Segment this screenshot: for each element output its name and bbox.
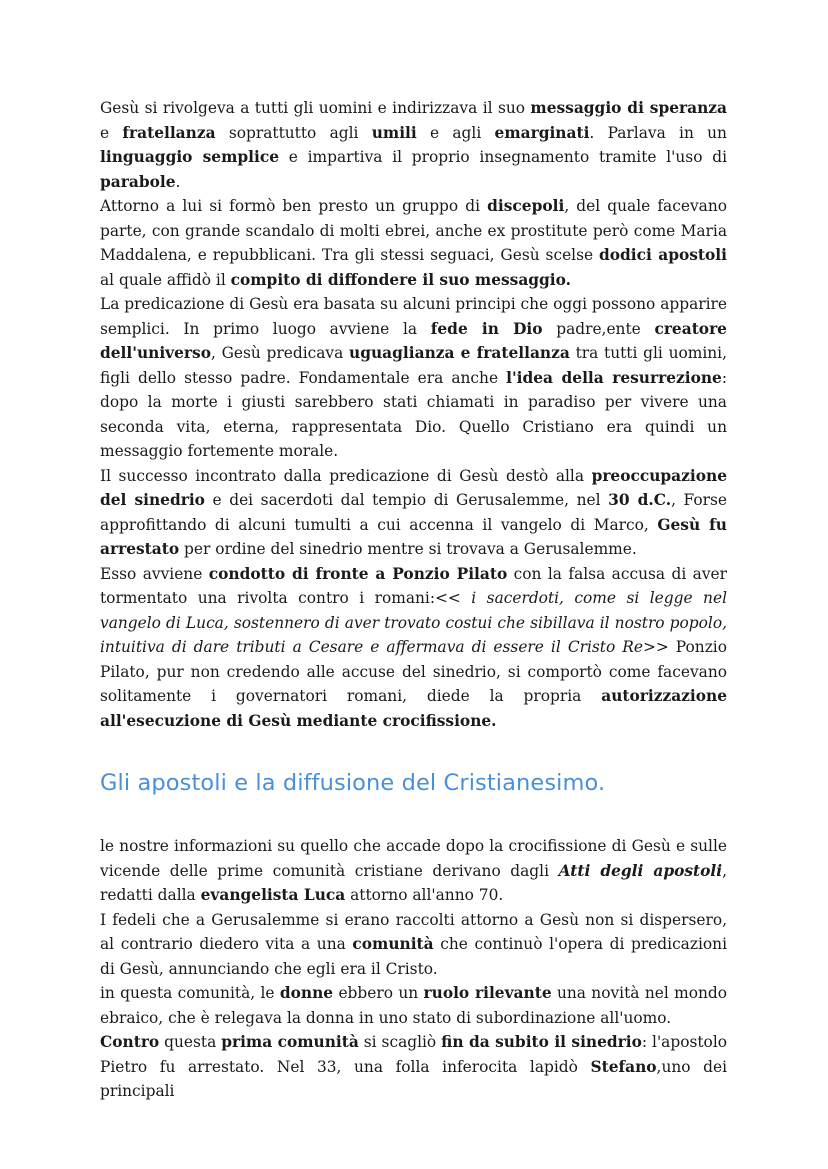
paragraph-text: che continuò l'opera di predicazioni di Gesù, annunciando che egli era il Cristo. bbox=[100, 935, 727, 978]
emphasis-text: dodici apostoli bbox=[599, 246, 727, 264]
paragraph-text: : l'apostolo Pietro fu arrestato. Nel 33, una folla inferocita lapidò bbox=[100, 1033, 728, 1076]
emphasis-text: autorizzazione all'esecuzione di Gesù mediante crocifissione. bbox=[100, 687, 727, 730]
emphasis-text: condotto di fronte a Ponzio Pilato bbox=[208, 564, 508, 583]
document-page bbox=[100, 96, 727, 1104]
paragraph bbox=[100, 562, 727, 734]
paragraph-text: e agli bbox=[416, 123, 495, 142]
paragraph-text: e bbox=[100, 123, 123, 142]
emphasis-text: uguaglianza e fratellanza bbox=[349, 344, 570, 362]
section-apostoli bbox=[100, 834, 727, 1104]
paragraph-text: ebbero un bbox=[333, 984, 424, 1002]
emphasis-text: emarginati bbox=[494, 123, 590, 142]
paragraph-text: , del quale facevano parte, con grande scandalo di molti ebrei, anche ex prostitute però come Maria Maddalena, e repubblicani. Tra gli stessi seguaci, Gesù scelse bbox=[100, 197, 727, 264]
paragraph-text: e impartiva il proprio insegnamento tramite l'uso di bbox=[279, 148, 727, 166]
emphasis-text: compito di diffondere il suo messaggio. bbox=[230, 270, 572, 289]
paragraph-text: e dei sacerdoti dal tempio di Gerusalemme, nel bbox=[204, 491, 609, 509]
paragraph-text: tra tutti gli uomini, figli dello stesso padre. Fondamentale era anche bbox=[100, 344, 727, 387]
paragraph-text: Il successo incontrato dalla predicazione di Gesù destò alla bbox=[100, 466, 592, 485]
paragraph-text: , Gesù predicava bbox=[210, 344, 350, 362]
emphasis-text: messaggio di speranza bbox=[530, 99, 727, 117]
paragraph bbox=[100, 834, 727, 908]
emphasis-text: evangelista Luca bbox=[200, 886, 346, 904]
paragraph-text: in questa comunità, le bbox=[100, 984, 280, 1002]
paragraph-text: Ponzio Pilato, pur non credendo alle accuse del sinedrio, si comportò come facevano solitamente i governatori romani, diede la propria bbox=[100, 638, 727, 705]
paragraph-text: Esso avviene bbox=[100, 564, 209, 583]
paragraph-text: si scagliò bbox=[358, 1033, 442, 1051]
emphasis-text: preoccupazione del sinedrio bbox=[100, 466, 727, 509]
paragraph-text: , Forse approfittando di alcuni tumulti a cui accenna il vangelo di Marco, bbox=[100, 491, 728, 534]
emphasis-text: Atti degli apostoli bbox=[558, 861, 723, 880]
paragraph bbox=[100, 292, 727, 464]
paragraph-text: questa bbox=[159, 1033, 222, 1051]
emphasis-text: Gesù fu arrestato bbox=[100, 515, 727, 558]
paragraph-text: padre,ente bbox=[542, 319, 655, 338]
paragraph-text: I fedeli che a Gerusalemme si erano raccolti attorno a Gesù non si dispersero, al contrario diedero vita a una bbox=[100, 910, 727, 953]
emphasis-text: Stefano bbox=[590, 1057, 657, 1076]
paragraph-text: le nostre informazioni su quello che accade dopo la crocifissione di Gesù e sulle vicende delle prime comunità cristiane derivano dagli bbox=[100, 837, 727, 880]
paragraph-text: attorno all'anno 70. bbox=[345, 886, 504, 904]
paragraph-text: : dopo la morte i giusti sarebbero stati chiamati in paradiso per vivere una seconda vita, eterna, rappresentata Dio. Quello Cristiano era quindi un messaggio fortemente morale. bbox=[100, 368, 728, 460]
emphasis-text: prima comunità bbox=[221, 1033, 359, 1051]
paragraph-text: una novità nel mondo ebraico, che è relegava la donna in uno stato di subordinazione all'uomo. bbox=[100, 984, 728, 1027]
emphasis-text: l'idea della resurrezione bbox=[506, 368, 722, 387]
paragraph bbox=[100, 908, 727, 982]
paragraph-text: ,uno dei principali bbox=[100, 1057, 727, 1100]
paragraph bbox=[100, 194, 727, 292]
emphasis-text: fede in Dio bbox=[430, 319, 543, 338]
emphasis-text: ruolo rilevante bbox=[423, 984, 552, 1002]
paragraph-text: al quale affidò il bbox=[100, 270, 231, 289]
section-heading: Gli apostoli e la diffusione del Cristianesimo. bbox=[100, 770, 606, 796]
paragraph bbox=[100, 464, 727, 562]
paragraph-text: La predicazione di Gesù era basata su alcuni principi che oggi possono apparire semplici. In primo luogo avviene la bbox=[100, 295, 727, 338]
paragraph-text: per ordine del sinedrio mentre si trovava a Gerusalemme. bbox=[179, 540, 637, 558]
emphasis-text: fin da subito il sinedrio bbox=[441, 1033, 642, 1051]
paragraph-text: . bbox=[175, 172, 181, 191]
emphasis-text: creatore dell'universo bbox=[100, 319, 727, 362]
emphasis-text: linguaggio semplice bbox=[100, 148, 280, 166]
section-gesu bbox=[100, 96, 727, 733]
paragraph bbox=[100, 96, 727, 194]
emphasis-text: Contro bbox=[100, 1033, 160, 1051]
paragraph-text: con la falsa accusa di aver tormentato una rivolta contro i romani:<< bbox=[100, 564, 727, 607]
paragraph-text: . Parlava in un bbox=[589, 123, 727, 142]
emphasis-text: discepoli bbox=[487, 197, 565, 215]
paragraph bbox=[100, 1030, 727, 1104]
emphasis-text: fratellanza bbox=[122, 123, 216, 142]
paragraph-text: Attorno a lui si formò ben presto un gruppo di bbox=[100, 197, 488, 215]
paragraph-text: soprattutto agli bbox=[215, 123, 372, 142]
emphasis-text: parabole bbox=[100, 172, 176, 191]
emphasis-text: comunità bbox=[352, 935, 434, 953]
paragraph bbox=[100, 981, 727, 1030]
emphasis-text: 30 d.C. bbox=[608, 491, 672, 509]
paragraph-text: , redatti dalla bbox=[100, 861, 727, 904]
paragraph-text: Gesù si rivolgeva a tutti gli uomini e indirizzava il suo bbox=[100, 99, 531, 117]
emphasis-text: donne bbox=[279, 984, 334, 1002]
emphasis-text: i sacerdoti, come si legge nel vangelo di Luca, sostennero di aver trovato costui che sibillava il nostro popolo, intuitiva di dare tributi a Cesare e affermava di essere il Cristo Re>> bbox=[100, 589, 727, 656]
emphasis-text: umili bbox=[371, 123, 417, 142]
